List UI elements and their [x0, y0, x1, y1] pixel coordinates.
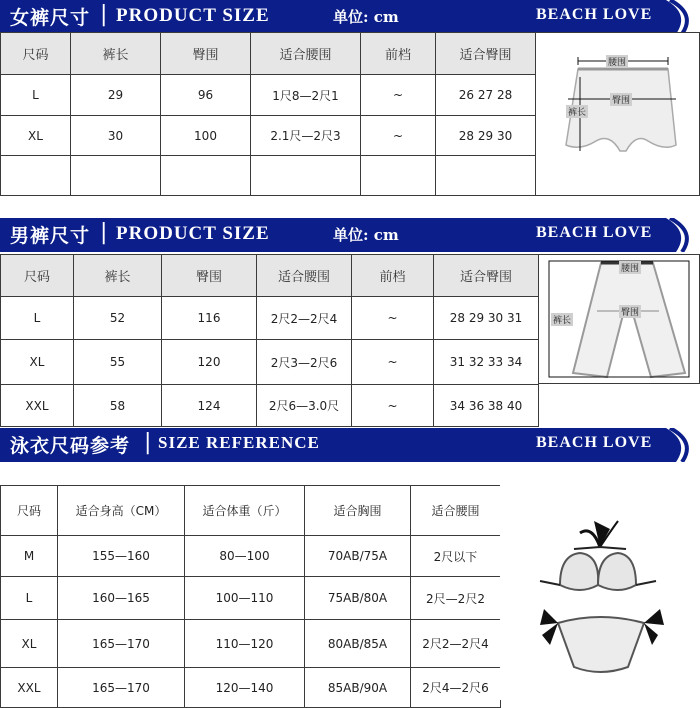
table-cell: 70AB/75A [305, 536, 411, 577]
header-cell: 尺码 [1, 255, 74, 297]
header-cell: 适合体重（斤） [185, 486, 305, 536]
bar-curve-decoration [660, 218, 700, 252]
length-label: 裤长 [566, 105, 588, 118]
length-label: 裤长 [551, 313, 573, 326]
table-cell: 85AB/90A [305, 668, 411, 708]
size-cell: M [1, 536, 58, 577]
women-shorts-diagram [535, 32, 700, 196]
header-cell: 适合臀围 [436, 33, 536, 75]
table-cell: 30 [71, 116, 161, 156]
bikini-illustration [500, 485, 700, 700]
table-header-row [1, 33, 536, 75]
table-cell: 1尺8—2尺1 [251, 75, 361, 116]
size-cell: XL [1, 116, 71, 156]
size-cell: XXL [1, 668, 58, 708]
table-cell: 2尺4—2尺6 [411, 668, 501, 708]
waist-label: 腰围 [619, 261, 641, 274]
table-row [1, 156, 536, 196]
table-cell: 26 27 28 [436, 75, 536, 116]
women-unit: 单位: cm [333, 8, 399, 26]
table-cell: 165—170 [58, 620, 185, 668]
table-row [1, 75, 536, 116]
table-cell: ~ [361, 116, 436, 156]
table-cell: 31 32 33 34 [434, 340, 539, 385]
table-cell: 28 29 30 [436, 116, 536, 156]
men-shorts-diagram [538, 254, 700, 384]
swim-title-bar [0, 428, 700, 462]
table-cell: ~ [352, 297, 434, 340]
bikini-diagram [500, 485, 700, 700]
table-cell: 96 [161, 75, 251, 116]
table-row [1, 536, 501, 577]
table-header-row [1, 255, 539, 297]
table-header-row [1, 486, 501, 536]
header-cell: 适合腰围 [257, 255, 352, 297]
women-title-bar [0, 0, 700, 34]
table-cell: 34 36 38 40 [434, 385, 539, 427]
table-cell: 80AB/85A [305, 620, 411, 668]
women-size-table [0, 32, 536, 196]
table-row [1, 668, 501, 708]
table-cell: 116 [162, 297, 257, 340]
title-separator: | [100, 2, 108, 27]
waist-label: 腰围 [606, 55, 628, 68]
table-cell: ~ [352, 385, 434, 427]
size-cell: XL [1, 340, 74, 385]
header-cell: 臀围 [162, 255, 257, 297]
table-cell: 100—110 [185, 577, 305, 620]
hip-label: 臀围 [610, 93, 632, 106]
size-cell: XXL [1, 385, 74, 427]
table-row [1, 116, 536, 156]
table-row [1, 577, 501, 620]
hip-label: 臀围 [619, 305, 641, 318]
title-separator: | [144, 430, 152, 455]
table-cell [251, 156, 361, 196]
header-cell: 尺码 [1, 33, 71, 75]
swim-title-cn: 泳衣尺码参考 [10, 435, 131, 457]
men-title-en: PRODUCT SIZE [116, 223, 270, 244]
table-cell [161, 156, 251, 196]
table-cell: 55 [74, 340, 162, 385]
table-cell: 2.1尺—2尺3 [251, 116, 361, 156]
table-cell [436, 156, 536, 196]
table-cell: 28 29 30 31 [434, 297, 539, 340]
header-cell: 适合腰围 [251, 33, 361, 75]
women-brand: BEACH LOVE [536, 6, 653, 23]
table-cell: 165—170 [58, 668, 185, 708]
table-row [1, 620, 501, 668]
table-cell: 120 [162, 340, 257, 385]
table-cell: ~ [352, 340, 434, 385]
women-title-en: PRODUCT SIZE [116, 5, 270, 26]
table-cell: 29 [71, 75, 161, 116]
table-cell: 110—120 [185, 620, 305, 668]
table-cell: 120—140 [185, 668, 305, 708]
header-cell: 适合腰围 [411, 486, 501, 536]
men-brand: BEACH LOVE [536, 224, 653, 241]
table-cell: 2尺2—2尺4 [257, 297, 352, 340]
table-cell: 2尺—2尺2 [411, 577, 501, 620]
table-row [1, 385, 539, 427]
table-cell: 100 [161, 116, 251, 156]
table-cell [361, 156, 436, 196]
table-row [1, 297, 539, 340]
table-cell: ~ [361, 75, 436, 116]
size-cell: L [1, 75, 71, 116]
size-cell: L [1, 577, 58, 620]
men-unit: 单位: cm [333, 226, 399, 244]
table-cell: 52 [74, 297, 162, 340]
size-cell: XL [1, 620, 58, 668]
header-cell: 适合臀围 [434, 255, 539, 297]
header-cell: 适合胸围 [305, 486, 411, 536]
table-cell: 80—100 [185, 536, 305, 577]
table-cell: 160—165 [58, 577, 185, 620]
header-cell: 臀围 [161, 33, 251, 75]
header-cell: 裤长 [71, 33, 161, 75]
size-cell: L [1, 297, 74, 340]
table-row [1, 340, 539, 385]
table-cell: 2尺以下 [411, 536, 501, 577]
table-cell: 2尺6—3.0尺 [257, 385, 352, 427]
table-cell: 2尺2—2尺4 [411, 620, 501, 668]
table-cell [1, 156, 71, 196]
swim-title-en: SIZE REFERENCE [158, 433, 320, 452]
table-cell [71, 156, 161, 196]
table-cell: 58 [74, 385, 162, 427]
table-cell: 2尺3—2尺6 [257, 340, 352, 385]
header-cell: 尺码 [1, 486, 58, 536]
title-separator: | [100, 220, 108, 245]
men-title-bar [0, 218, 700, 252]
table-cell: 124 [162, 385, 257, 427]
header-cell: 裤长 [74, 255, 162, 297]
swim-brand: BEACH LOVE [536, 434, 653, 451]
men-title-cn: 男裤尺寸 [10, 225, 91, 247]
bar-curve-decoration [660, 428, 700, 462]
header-cell: 适合身高（CM） [58, 486, 185, 536]
header-cell: 前档 [361, 33, 436, 75]
table-cell: 155—160 [58, 536, 185, 577]
table-cell: 75AB/80A [305, 577, 411, 620]
header-cell: 前档 [352, 255, 434, 297]
women-title-cn: 女裤尺寸 [10, 7, 91, 29]
swim-size-table [0, 485, 501, 708]
bar-curve-decoration [660, 0, 700, 34]
men-size-table [0, 254, 539, 427]
